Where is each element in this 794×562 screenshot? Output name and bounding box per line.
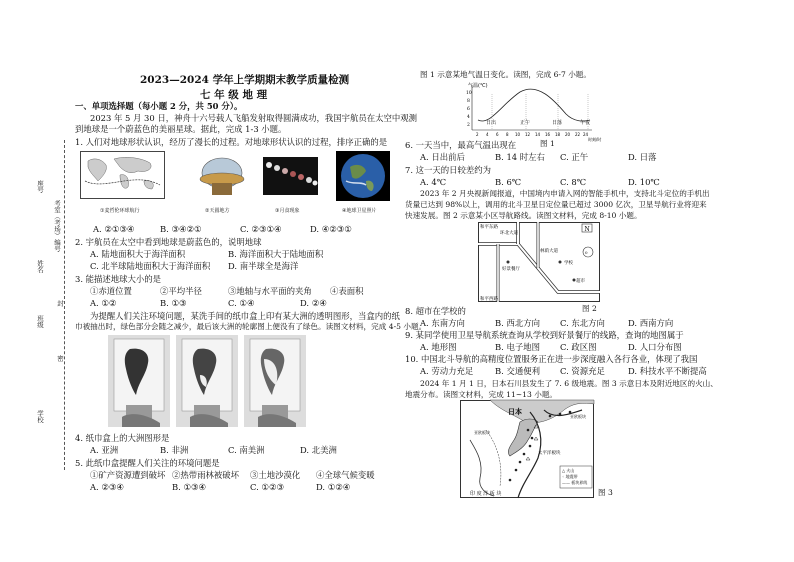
- q4-option-b: B. 非洲: [160, 445, 189, 455]
- road-label: 和平西路: [480, 297, 498, 302]
- intro-1-line: 到地球是一个蔚蓝色的美丽星球。据此，完成 1-3 小题。: [75, 124, 287, 134]
- side-label: 学校: [36, 410, 44, 423]
- q5-option-b: B. ①③④: [172, 482, 207, 492]
- lunar-eclipse-figure: [263, 157, 318, 195]
- q5-item: ①矿产资源遭到破坏: [90, 470, 166, 480]
- q5-option-a: A. ②③④: [90, 482, 124, 492]
- q7-option-d: D. 10℃: [628, 177, 660, 187]
- question-1: 1. 人们对地球形状认识，经历了漫长的过程。对地球形状认识的过程，排序正确的是: [75, 137, 388, 147]
- fig1-xtick: 4: [486, 132, 489, 137]
- q8-option-b: B. 西北方向: [495, 318, 540, 328]
- japan-plate-map-figure: [460, 400, 594, 498]
- q3-item: ②平均半径: [160, 286, 202, 296]
- fig1-ytick: 6: [467, 107, 470, 112]
- fig1-ytick: 2: [467, 123, 470, 128]
- q2-option-d: D. 南半球全是海洋: [228, 261, 299, 271]
- q8-option-c: C. 东北方向: [560, 318, 605, 328]
- q7-option-a: A. 4℃: [420, 177, 447, 187]
- q1-option-b: B. ③④②①: [160, 224, 202, 234]
- fig1-ytick: 10: [466, 91, 472, 96]
- side-label: 封: [56, 300, 64, 307]
- q7-option-c: C. 8℃: [560, 177, 587, 187]
- place-label: 好景餐厅: [502, 267, 520, 272]
- q5-option-d: D. ①②④: [316, 482, 351, 492]
- q4-option-d: D. 北美洲: [300, 445, 337, 455]
- fig1-ylabel: 气温(℃): [468, 83, 488, 89]
- heaven-round-earth-square-figure: [198, 157, 246, 199]
- section-heading: 一、单项选择题（每小题 2 分，共 50 分）。: [75, 101, 243, 111]
- intro-1-line: 2023 年 5 月 30 日，神舟十六号载人飞船发射取得圆满成功，我国宇航员在太空中观测: [90, 113, 417, 123]
- figure-caption: ③月食现象: [275, 208, 300, 214]
- fig1-xtick: 22: [575, 132, 581, 137]
- fig1-ytick: 4: [467, 115, 470, 120]
- q3-item: ④表面积: [330, 286, 364, 296]
- q3-option-d: D. ②④: [300, 298, 327, 308]
- q5-option-c: C. ①②③: [250, 482, 284, 492]
- question-5: 5. 此纸巾盒提醒人们关注的环境问题是: [75, 458, 220, 468]
- q8-option-d: D. 西南方向: [628, 318, 674, 328]
- side-label: 姓名: [36, 260, 44, 273]
- q2-option-a: A. 陆地面积大于海洋面积: [90, 249, 186, 259]
- fig1-label-sunset: 日落: [552, 120, 563, 126]
- fig1-label-midnight: 午夜: [580, 120, 591, 126]
- figure-caption: ④地球卫星照片: [342, 208, 377, 214]
- q10-option-a: A. 劳动力充足: [420, 366, 474, 376]
- question-8: 8. 超市在学校的: [405, 306, 466, 316]
- north-arrow: N: [584, 226, 590, 233]
- fig1-xtick: 24: [583, 132, 589, 137]
- tissue-box-2: [176, 335, 238, 427]
- fig3-label: 亚欧板块: [570, 414, 586, 419]
- fig1-xtick: 8: [506, 132, 509, 137]
- q9-option-d: D. 人口分布图: [628, 342, 682, 352]
- fig1-xtick: 20: [565, 132, 571, 137]
- fig3-legend: △ 火山: [562, 468, 575, 473]
- fig1-xtick: 18: [555, 132, 561, 137]
- page-title: 2023—2024 学年上学期期末教学质量检测: [140, 74, 350, 86]
- fig2-caption: 图 2: [582, 304, 597, 313]
- road-label: 林荫大道: [540, 249, 558, 254]
- binding-margin: [36, 165, 64, 435]
- q7-option-b: B. 6℃: [495, 177, 522, 187]
- figure-caption: ②天圆地方: [205, 208, 230, 214]
- binding-line: [64, 140, 65, 470]
- question-10: 10. 中国北斗导航的高精度位置服务正在进一步深度融入各行各业，体现了我国: [405, 354, 698, 364]
- q4-option-a: A. 亚洲: [90, 445, 119, 455]
- fig1-xtick: 16: [545, 132, 551, 137]
- q2-option-b: B. 海洋面积大于陆地面积: [228, 249, 324, 259]
- side-label: 考室（考场）编号: [53, 200, 61, 252]
- q3-option-a: A. ①②: [90, 298, 117, 308]
- q6-option-b: B. 14 时左右: [495, 152, 545, 162]
- place-label: 超市: [576, 279, 585, 284]
- q1-figures: [80, 151, 400, 213]
- q1-option-d: D. ④②③①: [310, 224, 352, 234]
- fig3-caption: 图 3: [598, 488, 613, 497]
- q3-option-c: C. ①④: [228, 298, 255, 308]
- q3-item: ③地轴与水平面的夹角: [228, 286, 312, 296]
- fig1-xtick: 6: [496, 132, 499, 137]
- intro-2-line: 巾被抽出时，绿色部分会随之减少，最后该大洲的轮廓图上便没有了绿色。读图文材料，完成 4-5 小题。: [75, 322, 427, 331]
- intro-3-line: 货量已达到 98%以上，调用的北斗卫星日定位量已超过 3000 亿次，卫星导航行业将迎来: [405, 200, 707, 209]
- fig3-label: 太平洋板块: [538, 451, 561, 456]
- tissue-box-figures: [108, 335, 308, 428]
- fig1-xtick: 12: [525, 132, 531, 137]
- q10-option-d: D. 科技水平不断提高: [628, 366, 707, 376]
- navigation-map-figure: [478, 222, 600, 302]
- q6-option-a: A. 日出前后: [420, 152, 465, 162]
- intro-2-line: 为提醒人们关注环境问题，某洗手间的纸巾盒上印有某大洲的透明图形，当盒内的纸: [90, 311, 400, 321]
- q2-option-c: C. 北半球陆地面积大于海洋面积: [90, 261, 211, 271]
- question-4: 4. 纸巾盒上的大洲图形是: [75, 433, 170, 443]
- q6-option-d: D. 日落: [628, 152, 657, 162]
- q8-option-a: A. 东南方向: [420, 318, 465, 328]
- side-label: 座号: [36, 180, 44, 193]
- q1-option-c: C. ②③①④: [240, 224, 282, 234]
- fig1-xtick: 2: [476, 132, 479, 137]
- fig3-label-japan: 日本: [508, 407, 522, 416]
- fig3-label: 亚欧板块: [474, 430, 490, 435]
- earth-satellite-photo: [336, 151, 390, 201]
- fig1-xunit: 时刻/时: [588, 137, 602, 142]
- q3-option-b: B. ①③: [160, 298, 187, 308]
- road-label: 和平东路: [480, 225, 498, 230]
- q9-option-b: B. 电子地图: [495, 342, 540, 352]
- question-7: 7. 这一天的日较差约为: [405, 165, 492, 175]
- intro-4-line: 2024 年 1 月 1 日，日本石川县发生了 7. 6 级地震。图 3 示意日本及附近地区的火山、: [420, 379, 718, 388]
- q10-option-c: C. 资源充足: [560, 366, 605, 376]
- figure-caption: ①麦哲伦环球航行: [100, 208, 140, 214]
- q5-item: ②热带雨林被破坏: [172, 470, 239, 480]
- q3-item: ①赤道位置: [90, 286, 132, 296]
- q1-option-a: A. ②①③④: [93, 224, 135, 234]
- page-subtitle: 七 年 级 地 理: [200, 89, 268, 101]
- question-3: 3. 能描述地球大小的是: [75, 274, 162, 284]
- q9-option-c: C. 政区图: [560, 342, 597, 352]
- scale-zero: 0: [585, 250, 588, 255]
- side-label: 密: [56, 355, 64, 362]
- intro-3-line: 快速发展。图 2 示意某小区导航路线。读图文材料，完成 8-10 小题。: [405, 211, 642, 220]
- q10-option-b: B. 交通便利: [495, 366, 540, 376]
- fig3-legend: —— 板块界线: [562, 480, 588, 485]
- world-map-figure: [80, 151, 165, 199]
- fig3-label: 印 度 洋 板 块: [470, 491, 502, 497]
- q5-item: ③土地沙漠化: [250, 470, 301, 480]
- tissue-box-3: [244, 335, 306, 427]
- temperature-curve-figure: [450, 80, 600, 142]
- fig3-legend: ◦ 地震带: [562, 474, 578, 479]
- fig1-xtick: 14: [535, 132, 541, 137]
- q5-item: ④全球气候变暖: [316, 470, 375, 480]
- place-label: 学校: [564, 261, 573, 266]
- q4-option-c: C. 南美洲: [228, 445, 265, 455]
- question-6: 6. 一天当中，最高气温出现在: [405, 140, 517, 150]
- tissue-box-1: [108, 335, 170, 427]
- q9-option-a: A. 地形图: [420, 342, 457, 352]
- road-label: 环北大道: [500, 231, 518, 236]
- fig1-label-noon: 正午: [520, 120, 531, 126]
- fig1-label-sunrise: 日出: [486, 120, 497, 126]
- question-9: 9. 某同学使用卫星导航系统查询从学校到好景餐厅的线路，查询的地图属于: [405, 330, 684, 340]
- fig1-intro: 图 1 示意某地气温日变化。读图，完成 6-7 小题。: [420, 70, 591, 79]
- fig1-caption: 图 1: [540, 139, 555, 148]
- fig1-xtick: 10: [515, 132, 521, 137]
- q6-option-c: C. 正午: [560, 152, 589, 162]
- intro-3-line: 2023 年 2 月央视新闻报道，中国境内申请入网的智能手机中，支持北斗定位的手机出: [420, 189, 710, 198]
- fig1-ytick: 8: [467, 99, 470, 104]
- side-label: 班级: [36, 315, 44, 328]
- intro-4-line: 地震分布。读图文材料，完成 11~13 小题。: [405, 390, 558, 399]
- question-2: 2. 宇航员在太空中看到地球是蔚蓝色的，说明地球: [75, 237, 262, 247]
